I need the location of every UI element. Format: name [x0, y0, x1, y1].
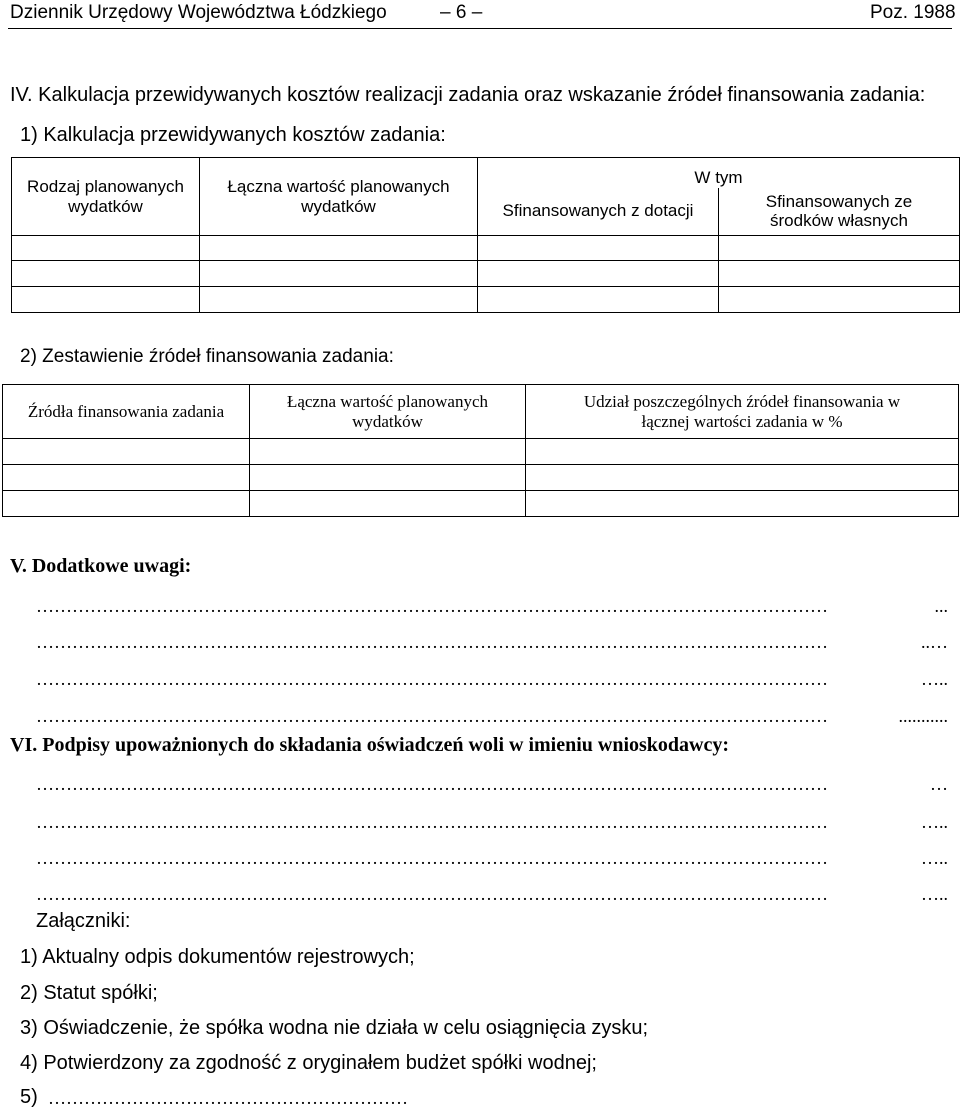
signatures-line-1[interactable]: …………………………………………………………………………………………………………………… … — [36, 774, 948, 792]
table-row — [12, 236, 960, 261]
signatures-line-3[interactable]: …………………………………………………………………………………………………………………… ….. — [36, 848, 948, 866]
table-cell[interactable] — [200, 287, 478, 313]
section-iv-sub1: 1) Kalkulacja przewidywanych kosztów zadania: — [20, 124, 446, 146]
table-cell[interactable] — [250, 465, 526, 491]
table-cell[interactable] — [478, 287, 719, 313]
attachment-item-4: 4) Potwierdzony za zgodność z oryginałem budżet spółki wodnej; — [20, 1052, 597, 1074]
remarks-line-2[interactable]: …………………………………………………………………………………………………………………… ..… — [36, 632, 948, 650]
table-row — [3, 491, 959, 517]
table-cell[interactable] — [250, 491, 526, 517]
attachment-item-3: 3) Oświadczenie, że spółka wodna nie działa w celu osiągnięcia zysku; — [20, 1017, 649, 1039]
journal-title: Dziennik Urzędowy Województwa Łódzkiego — [10, 2, 387, 23]
th-financed-grant: Sfinansowanych z dotacji — [478, 188, 719, 236]
page-number: – 6 – — [440, 2, 483, 23]
th-expense-type: Rodzaj planowanych wydatków — [12, 158, 200, 236]
cost-calculation-table — [11, 157, 960, 313]
th-w-tym: W tym — [478, 158, 960, 188]
signatures-line-2[interactable]: …………………………………………………………………………………………………………………… ….. — [36, 812, 948, 830]
table-cell[interactable] — [478, 261, 719, 287]
table-cell[interactable] — [3, 465, 250, 491]
attachments-title: Załączniki: — [36, 910, 131, 932]
table-cell[interactable] — [250, 439, 526, 465]
table-cell[interactable] — [526, 465, 959, 491]
th-funding-sources: Źródła finansowania zadania — [3, 385, 250, 439]
signatures-line-4[interactable]: …………………………………………………………………………………………………………………… ….. — [36, 884, 948, 902]
table-cell[interactable] — [526, 491, 959, 517]
table-cell[interactable] — [719, 287, 960, 313]
table-cell[interactable] — [12, 236, 200, 261]
th-total-value: Łączna wartość planowanych wydatków — [200, 158, 478, 236]
remarks-line-4[interactable]: …………………………………………………………………………………………………………………… ........... — [36, 706, 948, 724]
section-iv-sub2: 2) Zestawienie źródeł finansowania zadania: — [20, 346, 394, 367]
table-cell[interactable] — [12, 261, 200, 287]
section-vi-title: VI. Podpisy upoważnionych do składania oświadczeń woli w imieniu wnioskodawcy: — [10, 734, 730, 756]
table-row — [12, 261, 960, 287]
table-cell[interactable] — [12, 287, 200, 313]
table-cell[interactable] — [526, 439, 959, 465]
section-v-title: V. Dodatkowe uwagi: — [10, 555, 192, 577]
attachment-item-5: 5) — [20, 1086, 38, 1108]
table-row — [3, 439, 959, 465]
section-iv-title: IV. Kalkulacja przewidywanych kosztów realizacji zadania oraz wskazanie źródeł finansowania zadania: — [10, 84, 926, 106]
table-cell[interactable] — [200, 261, 478, 287]
th-total-value-2: Łączna wartość planowanych wydatków — [250, 385, 526, 439]
table-cell[interactable] — [719, 236, 960, 261]
table-row — [3, 465, 959, 491]
table-cell[interactable] — [719, 261, 960, 287]
header-rule — [8, 28, 952, 29]
funding-sources-table — [2, 384, 959, 517]
table-cell[interactable] — [200, 236, 478, 261]
table-cell[interactable] — [478, 236, 719, 261]
th-share-percent: Udział poszczególnych źródeł finansowania w łącznej wartości zadania w % — [526, 385, 959, 439]
th-financed-own: Sfinansowanych ze środków własnych — [719, 188, 960, 236]
position-number: Poz. 1988 — [870, 2, 956, 23]
remarks-line-1[interactable]: …………………………………………………………………………………………………………………… ... — [36, 596, 948, 614]
table-row — [12, 287, 960, 313]
attachment-item-2: 2) Statut spółki; — [20, 982, 158, 1004]
attachment-item-1: 1) Aktualny odpis dokumentów rejestrowych; — [20, 946, 415, 968]
attachment-item-5-dots[interactable]: …………………………………………………… — [48, 1088, 408, 1108]
remarks-line-3[interactable]: …………………………………………………………………………………………………………………… ….. — [36, 669, 948, 687]
table-cell[interactable] — [3, 439, 250, 465]
table-cell[interactable] — [3, 491, 250, 517]
